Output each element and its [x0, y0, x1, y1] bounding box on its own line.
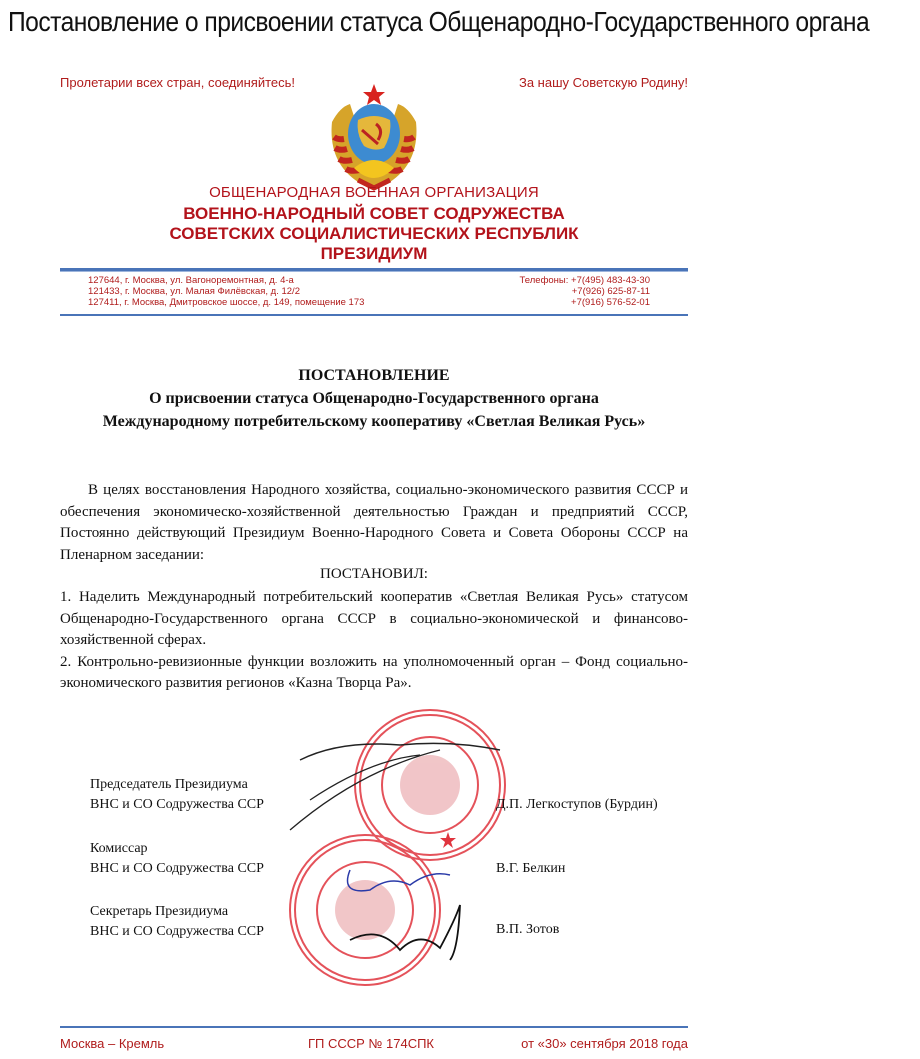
header-divider-top — [60, 268, 688, 271]
decree-subject-line1: О присвоении статуса Общенародно-Государственного органа — [149, 390, 599, 407]
ussr-coat-of-arms-icon — [318, 82, 430, 192]
footer-location: Москва – Кремль — [60, 1036, 165, 1051]
page-title: Постановление о присвоении статуса Общенародно-Государственного органа — [8, 6, 870, 37]
phone-line: Телефоны: +7(495) 483-43-30 — [519, 275, 650, 286]
slogan-right: За нашу Советскую Родину! — [518, 75, 688, 90]
address-line: 121433, г. Москва, ул. Малая Филёвская, д. 12/2 — [88, 286, 300, 297]
org-department: ПРЕЗИДИУМ — [320, 244, 428, 263]
official-stamps-icon — [280, 700, 520, 1000]
decree-preamble: В целях восстановления Народного хозяйства, социально-экономического развития СССР и обеспечения экономическо-хозяйственной деятельностью Граждан и предприятий СССР, Постоянно действующий Президиум Военно-Народного Совета и Совета Обороны СССР на Пленарном заседании: — [60, 482, 688, 563]
header-divider-bottom — [60, 314, 688, 316]
resolved-label: ПОСТАНОВИЛ: — [320, 566, 428, 582]
footer-doc-number: ГП СССР № 174СПК — [308, 1036, 434, 1051]
signatory-role-commissar: Комиссар ВНС и СО Содружества ССР — [90, 841, 264, 876]
slogan-left: Пролетарии всех стран, соединяйтесь! — [60, 75, 296, 90]
signatory-name-commissar: В.Г. Белкин — [496, 861, 566, 876]
decree-items — [60, 587, 688, 695]
decree-heading: ПОСТАНОВЛЕНИЕ — [298, 367, 450, 384]
footer-divider — [60, 1026, 688, 1028]
decree-subject-line2: Международному потребительскому кооперативу «Светлая Великая Русь» — [102, 413, 646, 430]
org-type: ОБЩЕНАРОДНАЯ ВОЕННАЯ ОРГАНИЗАЦИЯ — [209, 184, 539, 201]
decree-item: 2. Контрольно-ревизионные функции возложить на уполномоченный орган – Фонд социально-экономического развития регионов «Казна Творца Ра». — [60, 653, 688, 691]
signatory-role-chairman: Председатель Президиума ВНС и СО Содружества ССР — [90, 777, 264, 812]
address-line: 127644, г. Москва, ул. Вагоноремонтная, д. 4-а — [88, 275, 294, 286]
phones-block — [520, 275, 650, 308]
footer-date: от «30» сентября 2018 года — [521, 1036, 688, 1051]
phone-line: +7(916) 576-52-01 — [571, 297, 650, 308]
org-name-line2: СОВЕТСКИХ СОЦИАЛИСТИЧЕСКИХ РЕСПУБЛИК — [169, 224, 579, 243]
signatory-role-secretary: Секретарь Президиума ВНС и СО Содружества ССР — [90, 904, 264, 939]
signatory-name-secretary: В.П. Зотов — [496, 922, 560, 937]
signatory-name-chairman: Д.П. Легкоступов (Бурдин) — [496, 797, 658, 812]
address-line: 127411, г. Москва, Дмитровское шоссе, д. 149, помещение 173 — [88, 297, 365, 308]
phone-line: +7(926) 625-87-11 — [571, 286, 650, 297]
decree-document — [60, 60, 688, 1059]
org-name-line1: ВОЕННО-НАРОДНЫЙ СОВЕТ СОДРУЖЕСТВА — [183, 204, 565, 223]
decree-item: 1. Наделить Международный потребительский кооператив «Светлая Великая Русь» статусом Общенародно-Государственного органа СССР в социально-экономической и финансово-хозяйственной сферах. — [60, 589, 688, 648]
addresses-block — [88, 275, 364, 308]
